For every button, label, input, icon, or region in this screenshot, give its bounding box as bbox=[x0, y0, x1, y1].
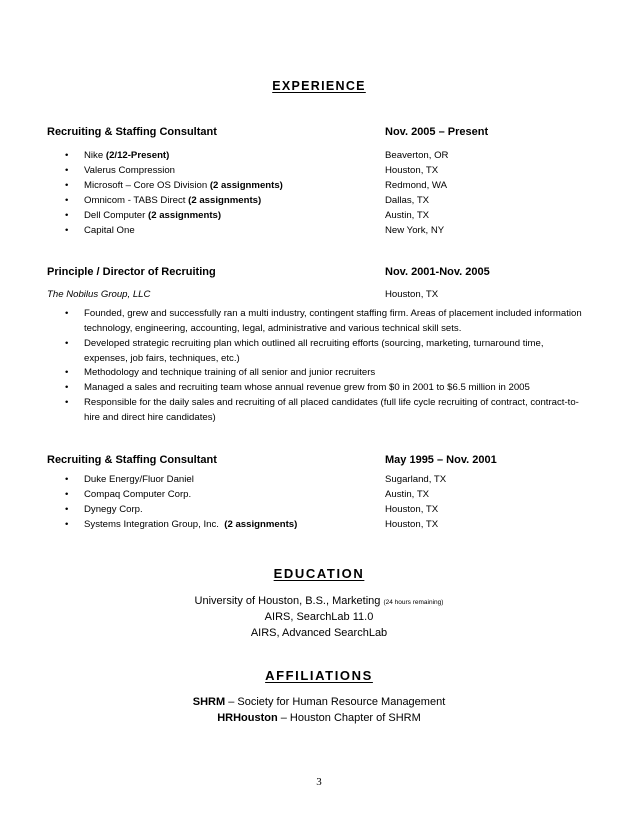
client-name: Microsoft – Core OS Division bbox=[84, 180, 208, 191]
client-note: (2 assignments) bbox=[188, 195, 262, 206]
duty-text: Developed strategic recruiting plan which outlined all recruiting efforts (sourcing, marketing, turnaround time, expenses, job fairs, techniques, etc.) bbox=[84, 338, 544, 364]
job-3-header bbox=[47, 454, 607, 470]
job-2-company: The Nobilus Group, LLC bbox=[47, 289, 151, 300]
duty-text: Methodology and technique training of all senior and junior recruiters bbox=[84, 367, 376, 378]
affiliation-abbr: SHRM bbox=[192, 696, 226, 708]
affiliations-heading: AFFILIATIONS bbox=[265, 668, 373, 683]
client-location: Houston, TX bbox=[385, 504, 439, 515]
client-location: Houston, TX bbox=[385, 165, 439, 176]
client-location: New York, NY bbox=[385, 225, 445, 236]
affiliation-item bbox=[0, 712, 638, 724]
client-location: Austin, TX bbox=[385, 489, 430, 500]
client-note: (2 assignments) bbox=[209, 180, 283, 191]
client-location: Redmond, WA bbox=[385, 180, 448, 191]
job-1-header bbox=[47, 126, 607, 142]
education-item: AIRS, SearchLab 11.0 bbox=[264, 611, 374, 623]
client-name: Dell Computer bbox=[84, 210, 146, 221]
degree-note: (24 hours remaining) bbox=[383, 599, 444, 606]
client-note: (2/12-Present) bbox=[105, 150, 170, 161]
client-location: Houston, TX bbox=[385, 519, 439, 530]
client-name: Dynegy Corp. bbox=[84, 504, 143, 515]
bullet-icon: • bbox=[65, 210, 69, 221]
duty-text: Managed a sales and recruiting team whose annual revenue grew from $0 in 2001 to $6.5 million in 2005 bbox=[84, 382, 530, 393]
job-2-title: Principle / Director of Recruiting bbox=[47, 266, 216, 278]
bullet-icon: • bbox=[65, 165, 69, 176]
education-heading: EDUCATION bbox=[273, 566, 365, 581]
client-note: (2 assignments) bbox=[148, 210, 222, 221]
bullet-icon: • bbox=[65, 367, 69, 378]
client-name: Valerus Compression bbox=[84, 165, 175, 176]
bullet-icon: • bbox=[65, 382, 69, 393]
job-1-title: Recruiting & Staffing Consultant bbox=[47, 126, 217, 138]
bullet-icon: • bbox=[65, 519, 69, 530]
client-name: Systems Integration Group, Inc. bbox=[84, 519, 219, 530]
job-2-location: Houston, TX bbox=[385, 289, 439, 300]
bullet-icon: • bbox=[65, 489, 69, 500]
client-location: Sugarland, TX bbox=[385, 474, 447, 485]
client-location: Austin, TX bbox=[385, 210, 430, 221]
bullet-icon: • bbox=[65, 338, 69, 349]
education-degree bbox=[0, 595, 638, 607]
client-note: (2 assignments) bbox=[224, 519, 298, 530]
duty-text: Responsible for the daily sales and recruiting of all placed candidates (full life cycle recruiting of contract, contract-to-hire and direct hire candidates) bbox=[84, 397, 579, 423]
job-3-dates: May 1995 – Nov. 2001 bbox=[385, 454, 497, 466]
page-number: 3 bbox=[316, 776, 322, 788]
bullet-icon: • bbox=[65, 180, 69, 191]
bullet-icon: • bbox=[65, 225, 69, 236]
client-name: Duke Energy/Fluor Daniel bbox=[84, 474, 194, 485]
client-name: Compaq Computer Corp. bbox=[84, 489, 192, 500]
job-2-header bbox=[47, 266, 607, 282]
bullet-icon: • bbox=[65, 504, 69, 515]
affiliation-item bbox=[0, 696, 638, 708]
job-2-company-row bbox=[47, 289, 607, 305]
job-1-dates: Nov. 2005 – Present bbox=[385, 126, 489, 138]
client-location: Dallas, TX bbox=[385, 195, 430, 206]
bullet-icon: • bbox=[65, 397, 69, 408]
client-name: Capital One bbox=[84, 225, 135, 236]
client-name: Nike bbox=[84, 150, 104, 161]
client-name: Omnicom - TABS Direct bbox=[84, 195, 186, 206]
job-2-dates: Nov. 2001-Nov. 2005 bbox=[385, 266, 490, 278]
experience-heading: EXPERIENCE bbox=[272, 79, 366, 93]
client-location: Beaverton, OR bbox=[385, 150, 449, 161]
bullet-icon: • bbox=[65, 474, 69, 485]
job-3-title: Recruiting & Staffing Consultant bbox=[47, 454, 217, 466]
education-item: AIRS, Advanced SearchLab bbox=[250, 627, 388, 639]
affiliation-desc: – Houston Chapter of SHRM bbox=[277, 712, 421, 724]
bullet-icon: • bbox=[65, 150, 69, 161]
affiliation-desc: – Society for Human Resource Management bbox=[225, 696, 446, 708]
bullet-icon: • bbox=[65, 308, 69, 319]
bullet-icon: • bbox=[65, 195, 69, 206]
affiliation-abbr: HRHouston bbox=[217, 712, 278, 724]
duty-text: Founded, grew and successfully ran a multi industry, contingent staffing firm. Areas of placement included information technology, engineering, accounting, legal, administrative and various technical skill sets. bbox=[84, 308, 582, 334]
degree-text: University of Houston, B.S., Marketing bbox=[194, 595, 381, 607]
